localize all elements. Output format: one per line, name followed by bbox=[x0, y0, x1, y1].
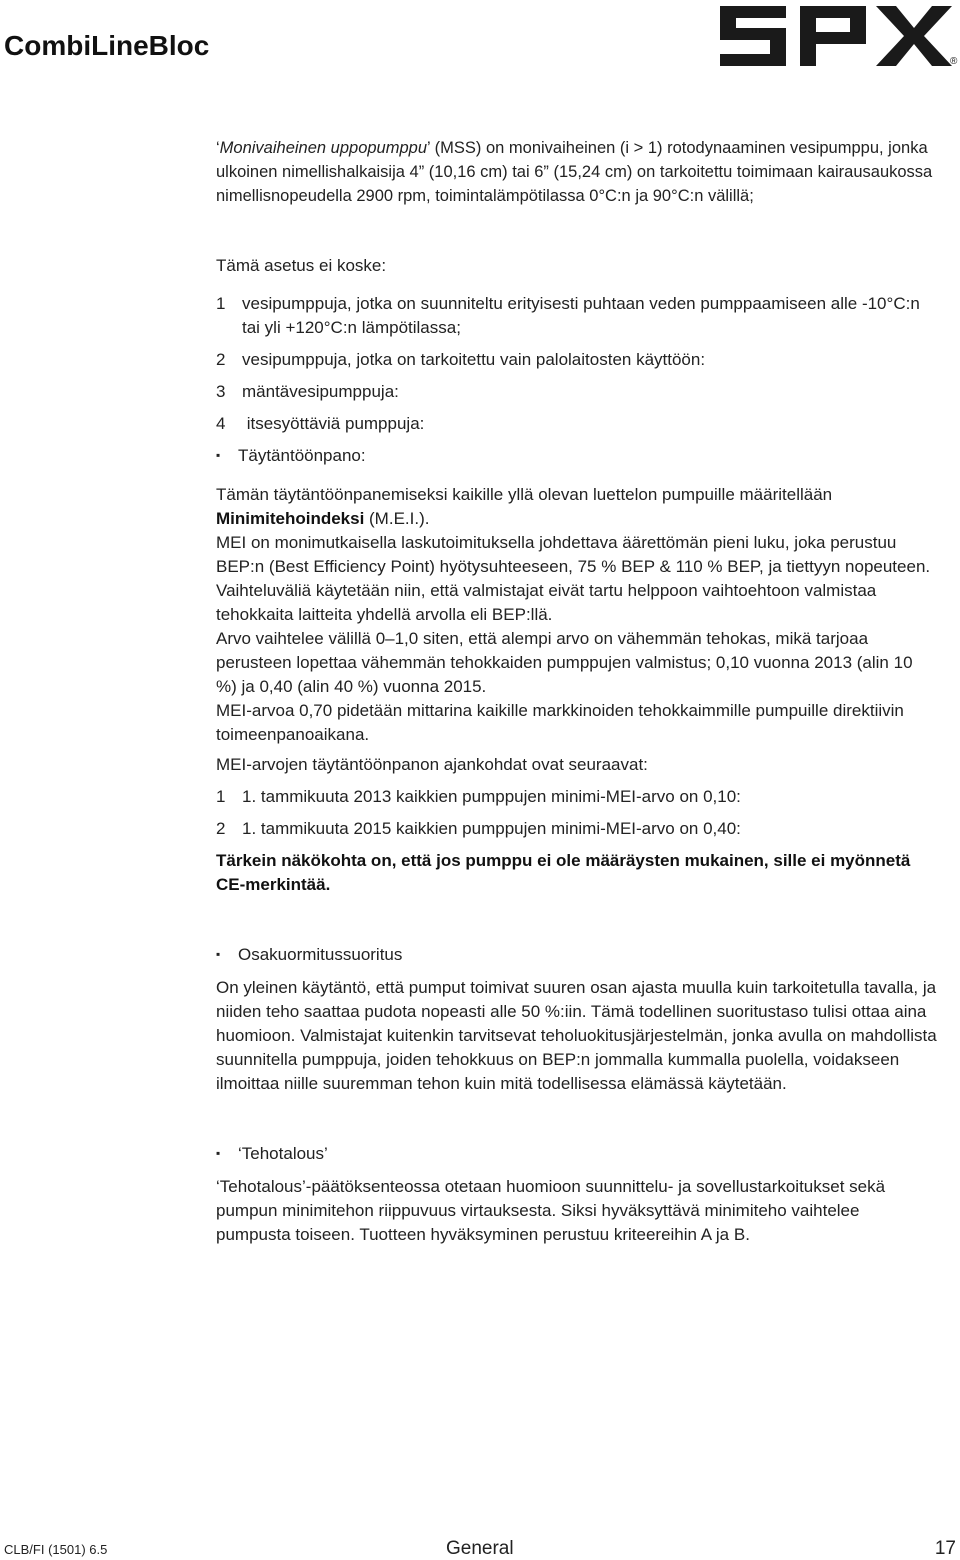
intro-term: Monivaiheinen uppopumppu bbox=[219, 139, 427, 157]
ce-warning: Tärkein näkökohta on, että jos pumppu ei ole määräysten mukainen, sille ei myönnetä CE-merkintää. bbox=[216, 851, 911, 894]
footer-doc-code: CLB/FI (1501) 6.5 bbox=[4, 1542, 108, 1557]
implementation-heading: ▪ Täytäntöönpano: bbox=[216, 444, 938, 469]
mei-benchmark: MEI-arvoa 0,70 pidetään mittarina kaikille markkinoiden tehokkaimmille pumpuille direktiivin toimeenpanoaikana. bbox=[216, 701, 904, 744]
exclusion-item: 1 vesipumppuja, jotka on suunniteltu erityisesti puhtaan veden pumppaamiseen alle -10°C:n tai yli +120°C:n lämpötilassa; bbox=[216, 294, 920, 337]
page-title: CombiLineBloc bbox=[4, 30, 210, 61]
spx-logo bbox=[716, 0, 960, 72]
exclusion-item: 4 itsesyöttäviä pumppuja: bbox=[216, 414, 425, 433]
intro-paragraph: ‘Monivaiheinen uppopumppu’ (MSS) on monivaiheinen (i > 1) rotodynaaminen vesipumppu, jonka ulkoinen nimellishalkaisija 4” (10,16 cm) tai 6” (15,24 cm) on tarkoitettu toimimaan kairausaukossa nimellisnopeudella 2900 rpm, toimintalämpötilassa 0°C:n ja 90°C:n välillä; bbox=[216, 139, 933, 205]
bullet-icon: ▪ bbox=[216, 448, 221, 462]
main-content bbox=[216, 136, 938, 1247]
implementation-paragraph: Tämän täytäntöönpanemiseksi kaikille yllä olevan luettelon pumpuille määritellään Minimitehoindeksi (M.E.I.). bbox=[216, 485, 833, 528]
mei-dates-intro: MEI-arvojen täytäntöönpanon ajankohdat ovat seuraavat: bbox=[216, 755, 648, 774]
bullet-icon: ▪ bbox=[216, 1146, 221, 1160]
logo-letter-x bbox=[876, 6, 952, 66]
exclusion-item: 3 mäntävesipumppuja: bbox=[216, 382, 399, 401]
mei-date-item: 1 1. tammikuuta 2013 kaikkien pumppujen minimi-MEI-arvo on 0,10: bbox=[216, 787, 741, 806]
exclusions-heading: Tämä asetus ei koske: bbox=[216, 256, 387, 275]
logo-registered-mark: ® bbox=[950, 56, 958, 67]
mei-definition: MEI on monimutkaisella laskutoimituksella johdettava äärettömän pieni luku, joka perustuu BEP:n (Best Efficiency Point) hyötysuhteeseen, 75 % BEP & 110 % BEP, ja tiettyyn nopeuteen. Vaihteluväliä käytetään niin, että valmistajat eivät tartu helppoon vaihtoehtoon valmistaa tehokkaita laitteita yhdellä arvolla eli BEP:llä. bbox=[216, 533, 931, 624]
logo-letter-s bbox=[720, 6, 786, 66]
economy-paragraph: ‘Tehotalous’-päätöksenteossa otetaan huomioon suunnittelu- ja sovellustarkoitukset sekä pumpun minimitehon riippuvuus virtauksesta. Siksi hyväksyttävä minimiteho vaihtelee pumpusta toiseen. Tuotteen hyväksyminen perustuu kriteereihin A ja B. bbox=[216, 1177, 886, 1244]
partload-paragraph: On yleinen käytäntö, että pumput toimivat suuren osan ajasta muulla kuin tarkoitetulla tavalla, ja niiden teho saattaa pudota nopeasti alle 50 %:iin. Tämä todellinen suoritustaso tulisi ottaa aina huomioon. Valmistajat kuitenkin tarvitsevat teholuokitusjärjestelmän, jonka avulla on mahdollista suunnitella pumppuja, joiden tehokkuus on BEP:n jommalla kummalla puolella, voidakseen ilmoittaa niille suuremman tehon kuin mitä todellisessa elämässä käytetään. bbox=[216, 978, 937, 1093]
logo-letter-p bbox=[800, 6, 866, 66]
footer-section: General bbox=[446, 1538, 514, 1559]
mei-range: Arvo vaihtelee välillä 0–1,0 siten, että alempi arvo on vähemmän tehokas, mikä tarjoaa perusteen lopettaa vähemmän tehokkaiden pumppujen valmistus; 0,10 vuonna 2013 (alin 10 %) ja 0,40 (alin 40 %) vuonna 2015. bbox=[216, 629, 913, 696]
exclusion-item: 2 vesipumppuja, jotka on tarkoitettu vain palolaitosten käyttöön: bbox=[216, 350, 706, 369]
bullet-icon: ▪ bbox=[216, 947, 221, 961]
mei-date-item: 2 1. tammikuuta 2015 kaikkien pumppujen minimi-MEI-arvo on 0,40: bbox=[216, 819, 741, 838]
economy-heading: ▪ ‘Tehotalous’ bbox=[216, 1142, 938, 1167]
mei-term: Minimitehoindeksi bbox=[216, 509, 365, 528]
footer-page-number: 17 bbox=[934, 1538, 956, 1559]
partload-heading: ▪ Osakuormitussuoritus bbox=[216, 943, 938, 968]
